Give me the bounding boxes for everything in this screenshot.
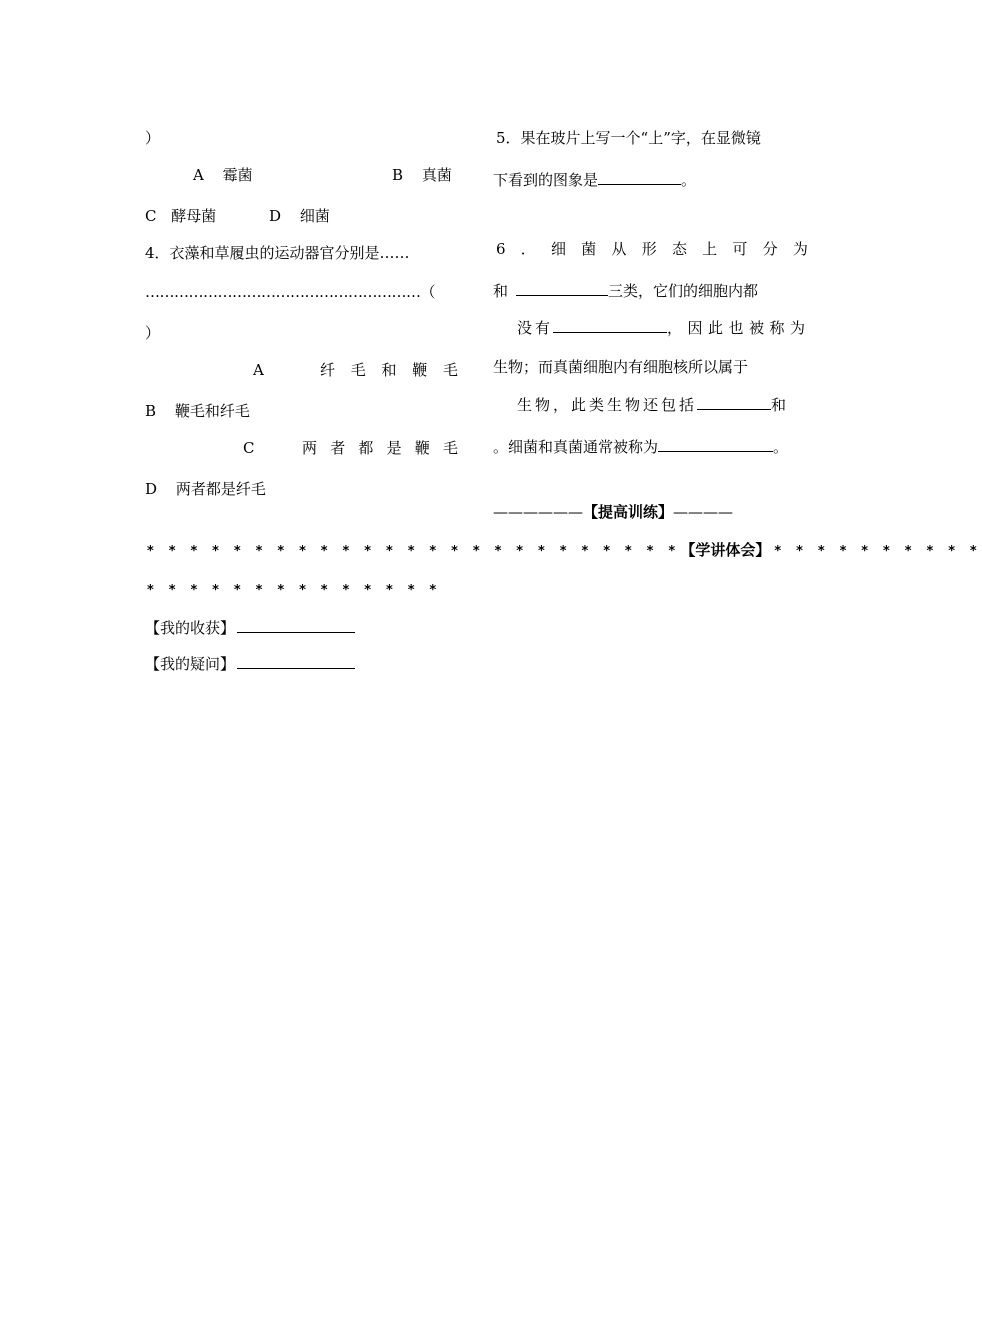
char: 毛	[442, 439, 458, 457]
my-harvest-label: 【我的收获】	[145, 619, 236, 637]
heading-text: 【提高训练】	[583, 503, 674, 521]
q6-blank-1[interactable]	[516, 280, 608, 296]
q5-line2-prefix: 下看到的图象是	[493, 171, 599, 189]
char: 可	[732, 240, 748, 258]
q6-blank-2[interactable]	[553, 317, 667, 333]
q3-option-a[interactable]	[193, 165, 253, 185]
char: 纤	[320, 361, 336, 379]
q3-option-c-text: 酵母菌	[171, 207, 217, 225]
q5-line1: 5．果在玻片上写一个“上”字，在显微镜	[496, 129, 761, 147]
q6-blank-3[interactable]	[697, 394, 771, 410]
char: 上	[702, 240, 718, 258]
q3-option-b[interactable]	[392, 165, 452, 185]
q4-option-c-text[interactable]	[302, 438, 458, 458]
q3-option-d-text: 细菌	[299, 207, 330, 225]
q4-option-d-text: 两者都是纤毛	[175, 480, 266, 498]
char: 从	[611, 240, 627, 258]
char: 态	[671, 240, 687, 258]
q3-option-a-text: 霉菌	[222, 166, 253, 184]
q5-line2-suffix: 。	[681, 171, 697, 189]
stars-left: * * * * * * * * * * * * * * * * * * * * * * * * *	[147, 544, 681, 559]
my-harvest-field[interactable]	[237, 617, 355, 633]
q6-line1	[496, 239, 808, 259]
q6-line6-suffix: 。	[773, 438, 789, 456]
stars-line-2-text: * * * * * * * * * * * * * *	[147, 583, 442, 598]
char: 是	[386, 439, 402, 457]
my-question-field[interactable]	[237, 653, 355, 669]
q4-option-b-label: B	[145, 402, 157, 420]
q3-paren-close: ）	[145, 129, 161, 147]
char: 者	[330, 439, 346, 457]
q3-option-d-label: D	[269, 207, 282, 225]
q3-option-c-label: C	[145, 207, 157, 225]
q6-line2-prefix: 和	[493, 282, 509, 300]
char: 鞭	[412, 361, 428, 379]
q4-dots: …………………………………………………（	[145, 283, 436, 301]
my-harvest-row	[145, 617, 355, 638]
q3-option-b-label: B	[392, 166, 404, 184]
q4-paren-close: ）	[145, 324, 161, 342]
q4-option-b-text: 鞭毛和纤毛	[174, 402, 250, 420]
char: 细	[551, 240, 567, 258]
section-heading-improve	[493, 502, 733, 522]
char: 为	[792, 240, 808, 258]
q6-line6	[493, 436, 788, 457]
q4-question: 4．衣藻和草履虫的运动器官分别是……	[145, 244, 410, 262]
q5-line2	[493, 169, 696, 190]
q6-line3-suffix: ，因此也被称为	[667, 319, 811, 337]
heading-dashes-left: ——————	[493, 503, 583, 521]
q3-option-c[interactable]	[145, 206, 216, 226]
q4-option-d[interactable]	[145, 479, 266, 499]
char: 毛	[442, 361, 458, 379]
char: 都	[358, 439, 374, 457]
q6-blank-4[interactable]	[658, 436, 773, 452]
xuejiang-heading: 【学讲体会】	[680, 541, 771, 559]
q6-line5-suffix: 和	[771, 396, 787, 414]
q4-option-a-text[interactable]	[320, 360, 458, 380]
char: 毛	[350, 361, 366, 379]
my-question-row	[145, 653, 355, 674]
stars-right: * * * * * * * * * *	[774, 544, 982, 559]
q3-option-b-text: 真菌	[421, 166, 452, 184]
char: 两	[302, 439, 318, 457]
q4-option-c-label: C	[243, 439, 255, 457]
q4-option-a-label: A	[253, 361, 264, 379]
q4-option-d-label: D	[145, 480, 158, 498]
q4-option-b[interactable]	[145, 401, 250, 421]
char: 和	[381, 361, 397, 379]
my-question-label: 【我的疑问】	[145, 655, 236, 673]
char: ．	[520, 240, 536, 258]
char: 分	[762, 240, 778, 258]
q6-line2-suffix: 三类，它们的细胞内都	[608, 282, 759, 300]
stars-line-2	[147, 579, 441, 601]
q5-answer-blank[interactable]	[598, 169, 681, 185]
q6-line5	[517, 394, 786, 415]
q3-option-d[interactable]	[269, 206, 330, 226]
char: 菌	[581, 240, 597, 258]
char: 鞭	[414, 439, 430, 457]
q6-line5-prefix: 生物，此类生物还包括	[517, 396, 698, 414]
q6-line6-prefix: 。细菌和真菌通常被称为	[493, 438, 659, 456]
xuejiang-divider	[147, 540, 982, 562]
heading-dashes-right: ————	[673, 503, 734, 521]
q3-option-a-label: A	[193, 166, 204, 184]
char: 形	[641, 240, 657, 258]
q6-line3-prefix: 没有	[517, 319, 554, 337]
q6-line2	[493, 280, 758, 301]
q6-line4: 生物；而真菌细胞内有细胞核所以属于	[493, 358, 749, 376]
char: 6	[496, 240, 506, 258]
q6-line3	[517, 317, 811, 338]
